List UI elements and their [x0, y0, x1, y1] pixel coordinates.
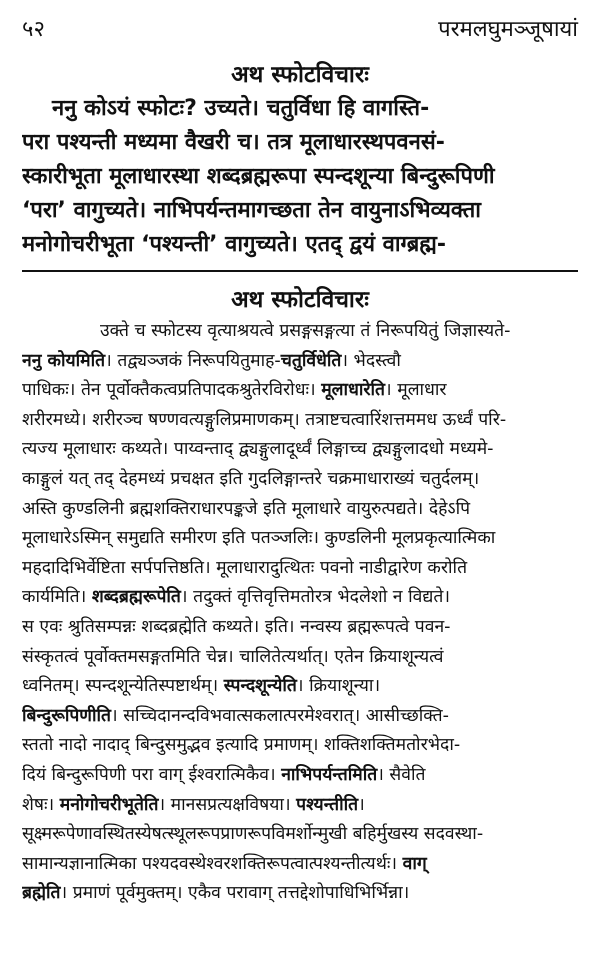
commentary-keyword: मूलाधारेति — [321, 380, 386, 401]
commentary-keyword: नाभिपर्यन्तमिति — [281, 764, 378, 785]
mula-line: परा पश्यन्ती मध्यमा वैखरी च। तत्र मूलाधारस्थपवनसं- — [22, 130, 445, 155]
commentary-line — [22, 524, 578, 554]
commentary-block — [22, 283, 578, 909]
commentary-line — [22, 406, 578, 436]
commentary-keyword: चतुर्विधेति — [280, 350, 342, 371]
commentary-line — [22, 613, 578, 643]
commentary-text: मूलाधारेऽस्मिन् समुद्यति समीरण इति पतञ्जलिः। कुण्डलिनी मूलप्रकृत्यात्मिका — [22, 528, 496, 549]
running-title: परमलघुमञ्जूषायां — [438, 17, 578, 42]
commentary-keyword: पश्यन्तीति — [296, 794, 359, 815]
commentary-text: संस्कृतत्वं पूर्वोक्तमसङ्गतमिति चेन्न। चालितेत्यर्थात्। एतेन क्रियाशून्यत्वं — [22, 646, 444, 667]
commentary-line — [22, 495, 578, 525]
commentary-text: उक्ते च स्फोटस्य वृत्याश्रयत्वे प्रसङ्गसङ्गत्या तं निरूपयितुं जिज्ञास्यते- — [100, 321, 511, 341]
commentary-line — [22, 583, 578, 613]
commentary-line — [22, 465, 578, 495]
section-divider — [22, 270, 578, 272]
commentary-text: शरीरमध्ये। शरीरञ्च षण्णवत्यङ्गुलिप्रमाणकम्। तत्राष्टचत्वारिंशत्तममध ऊर्ध्वं परि- — [22, 409, 507, 430]
commentary-keyword: ननु कोयमिति — [22, 350, 106, 371]
commentary-line — [22, 820, 578, 850]
commentary-keyword: बिन्दुरूपिणीति — [22, 705, 111, 726]
commentary-text: स्ततो नादो नादाद् बिन्दुसमुद्भव इत्यादि प्रमाणम्। शक्तिशक्तिमतोरभेदा- — [22, 735, 461, 756]
commentary-text: त्यज्य मूलाधारः कथ्यते। पाय्वन्ताद् द्व्यङ्गुलादूर्ध्वं लिङ्गाच्च द्व्यङ्गुलादधो मध्यमे- — [22, 439, 494, 460]
commentary-text: । मूलाधार — [385, 380, 447, 401]
commentary-text: महदादिभिर्वेष्टिता सर्पपत्तिष्ठति। मूलाधारादुत्थितः पवनो नाडीद्वारेण करोति — [22, 557, 468, 578]
mula-line: ‘परा’ वागुच्यते। नाभिपर्यन्तमागच्छता तेन वायुनाऽभिव्यक्ता — [22, 198, 481, 223]
commentary-line — [22, 317, 578, 347]
commentary-text: काङ्गुलं यत् तद् देहमध्यं प्रचक्षत इति गुदलिङ्गान्तरे चक्रमाधाराख्यं चतुर्दलम्। — [22, 468, 480, 489]
commentary-keyword: स्पन्दशून्येति — [223, 676, 297, 697]
commentary-line — [22, 879, 578, 909]
commentary-text: । सच्चिदानन्दविभवात्सकलात्परमेश्वरात्। आसीच्छक्ति- — [111, 705, 449, 726]
commentary-line — [22, 376, 578, 406]
commentary-text: पाधिकः। तेन पूर्वोक्तैकत्वप्रतिपादकश्रुतेरविरोधः। — [22, 380, 322, 401]
commentary-text: अस्ति कुण्डलिनी ब्रह्मशक्तिराधारपङ्कजे इति मूलाधारे वायुरुत्पद्यते। देहेऽपि — [22, 498, 471, 519]
commentary-line — [22, 791, 578, 821]
commentary-line — [22, 435, 578, 465]
commentary-text: । सैवेति — [377, 764, 426, 785]
commentary-keyword: मनोगोचरीभूतेति — [59, 794, 159, 815]
commentary-line — [22, 643, 578, 673]
commentary-text: स एवः श्रुतिसम्पन्नः शब्दब्रह्मेति कथ्यते। इति। नन्वस्य ब्रह्मरूपत्वे पवन- — [22, 616, 451, 637]
mula-text-block — [22, 58, 578, 262]
commentary-text: । — [358, 794, 365, 815]
commentary-keyword: ब्रह्मेति — [22, 883, 61, 904]
commentary-text: । तदुक्तं वृत्तिवृत्तिमतोरत्र भेदलेशो न विद्यते। — [180, 587, 450, 608]
commentary-text: शेषः। — [22, 794, 60, 815]
commentary-text: । प्रमाणं पूर्वमुक्तम्। एकैव परावाग् तत्तद्देशोपाधिभिर्भिन्ना। — [60, 883, 410, 904]
commentary-line — [22, 702, 578, 732]
commentary-line — [22, 347, 578, 377]
mula-line: मनोगोचरीभूता ‘पश्यन्ती’ वागुच्यते। एतद् द्वयं वाग्ब्रह्म- — [22, 232, 447, 257]
commentary-text: सूक्ष्मरूपेणावस्थितस्येषत्स्थूलरूपप्राणरूपविमर्शोन्मुखी बहिर्मुखस्य सदवस्था- — [22, 824, 484, 845]
commentary-heading: अथ स्फोटविचारः — [231, 287, 369, 313]
mula-line: स्कारीभूता मूलाधारस्था शब्दब्रह्मरूपा स्पन्दशून्या बिन्दुरूपिणी — [22, 164, 495, 189]
commentary-line — [22, 731, 578, 761]
commentary-text: । मानसप्रत्यक्षविषया। — [158, 794, 297, 815]
commentary-line — [22, 554, 578, 584]
commentary-text: दियं बिन्दुरूपिणी परा वाग् ईश्वरात्मिकैव। — [22, 764, 282, 785]
commentary-text: । क्रियाशून्या। — [296, 676, 381, 697]
commentary-line — [22, 761, 578, 791]
commentary-text: कार्यमिति। — [22, 587, 92, 608]
commentary-line — [22, 850, 578, 880]
commentary-keyword: वाग् — [402, 853, 427, 874]
commentary-text: । तद्व्यञ्जकं निरूपयितुमाह- — [105, 350, 281, 371]
mula-heading: अथ स्फोटविचारः — [231, 62, 369, 88]
mula-line: ननु कोऽयं स्फोटः? उच्यते। चतुर्विधा हि वागस्ति- — [52, 96, 430, 121]
commentary-keyword: शब्दब्रह्मरूपेति — [91, 587, 181, 608]
commentary-text: ध्वनितम्। स्पन्दशून्येतिस्पष्टार्थम्। — [22, 676, 224, 697]
commentary-line — [22, 672, 578, 702]
commentary-text: । भेदस्त्वौ — [341, 350, 401, 371]
page-number: ५२ — [22, 17, 45, 42]
commentary-text: सामान्यज्ञानात्मिका पश्यदवस्थेश्वरशक्तिरूपत्वात्पश्यन्तीत्यर्थः। — [22, 853, 403, 874]
